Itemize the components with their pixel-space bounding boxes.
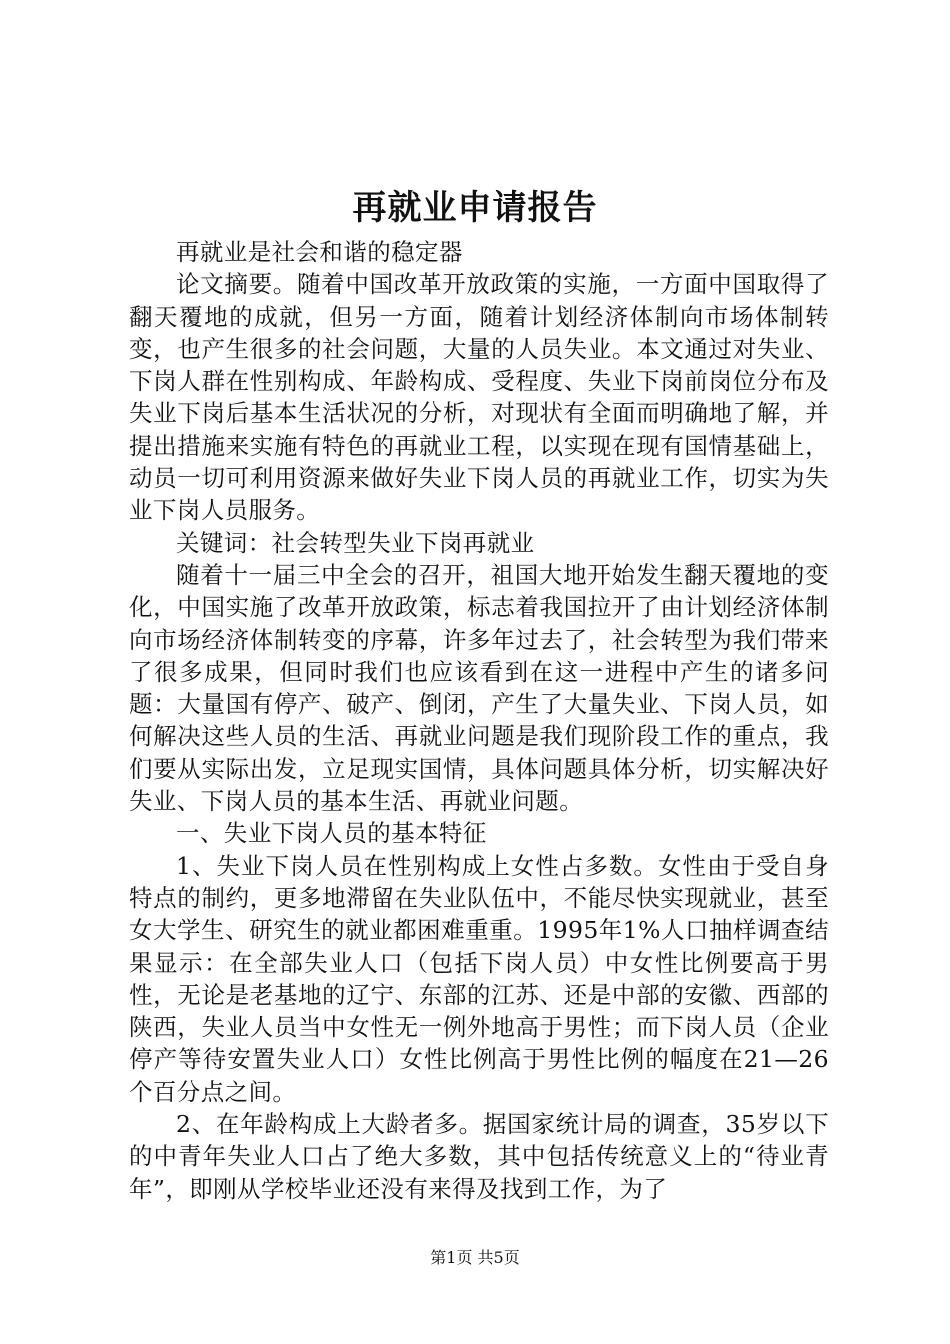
- abstract-paragraph: 论文摘要。随着中国改革开放政策的实施，一方面中国取得了翻天覆地的成就，但另一方面，随着计划经济体制向市场体制转变，也产生很多的社会问题，大量的人员失业。本文通过对失业、下岗人群在性别构成、年龄构成、受程度、失业下岗前岗位分布及失业下岗后基本生活状况的分析，对现状有全面而明确地了解，并提出措施来实施有特色的再就业工程，以实现在现有国情基础上，动员一切可利用资源来做好失业下岗人员的再就业工作，切实为失业下岗人员服务。: [129, 270, 829, 525]
- subtitle-paragraph: 再就业是社会和谐的稳定器: [176, 238, 463, 266]
- section-heading: 一、失业下岗人员的基本特征: [176, 819, 487, 848]
- page-footer: 第1页 共5页: [430, 1248, 520, 1267]
- point-1-paragraph: 1、失业下岗人员在性别构成上女性占多数。女性由于受自身特点的制约，更多地滞留在失业队伍中，不能尽快实现就业，甚至女大学生、研究生的就业都困难重重。1995年1%人口抽样调查结果显示：在全部失业人口（包括下岗人员）中女性比例要高于男性，无论是老基地的辽宁、东部的江苏、还是中部的安徽、西部的陕西，失业人员当中女性无一例外地高于男性；而下岗人员（企业停产等待安置失业人口）女性比例高于男性比例的幅度在21—26个百分点之间。: [129, 851, 829, 1106]
- point-2-paragraph: 2、在年龄构成上大龄者多。据国家统计局的调查，35岁以下的中青年失业人口占了绝大多数，其中包括传统意义上的“待业青年”，即刚从学校毕业还没有来得及找到工作，为了: [129, 1110, 829, 1203]
- document-body: [129, 236, 829, 1205]
- document-title: 再就业申请报告: [352, 188, 598, 228]
- keywords-paragraph: 关键词：社会转型失业下岗再就业: [176, 528, 535, 557]
- intro-paragraph: 随着十一届三中全会的召开，祖国大地开始发生翻天覆地的变化，中国实施了改革开放政策，标志着我国拉开了由计划经济体制向市场经济体制转变的序幕，许多年过去了，社会转型为我们带来了很多成果，但同时我们也应该看到在这一进程中产生的诸多问题：大量国有停产、破产、倒闭，产生了大量失业、下岗人员，如何解决这些人员的生活、再就业问题是我们现阶段工作的重点，我们要从实际出发，立足现实国情，具体问题具体分析，切实解决好失业、下岗人员的基本生活、再就业问题。: [129, 560, 829, 816]
